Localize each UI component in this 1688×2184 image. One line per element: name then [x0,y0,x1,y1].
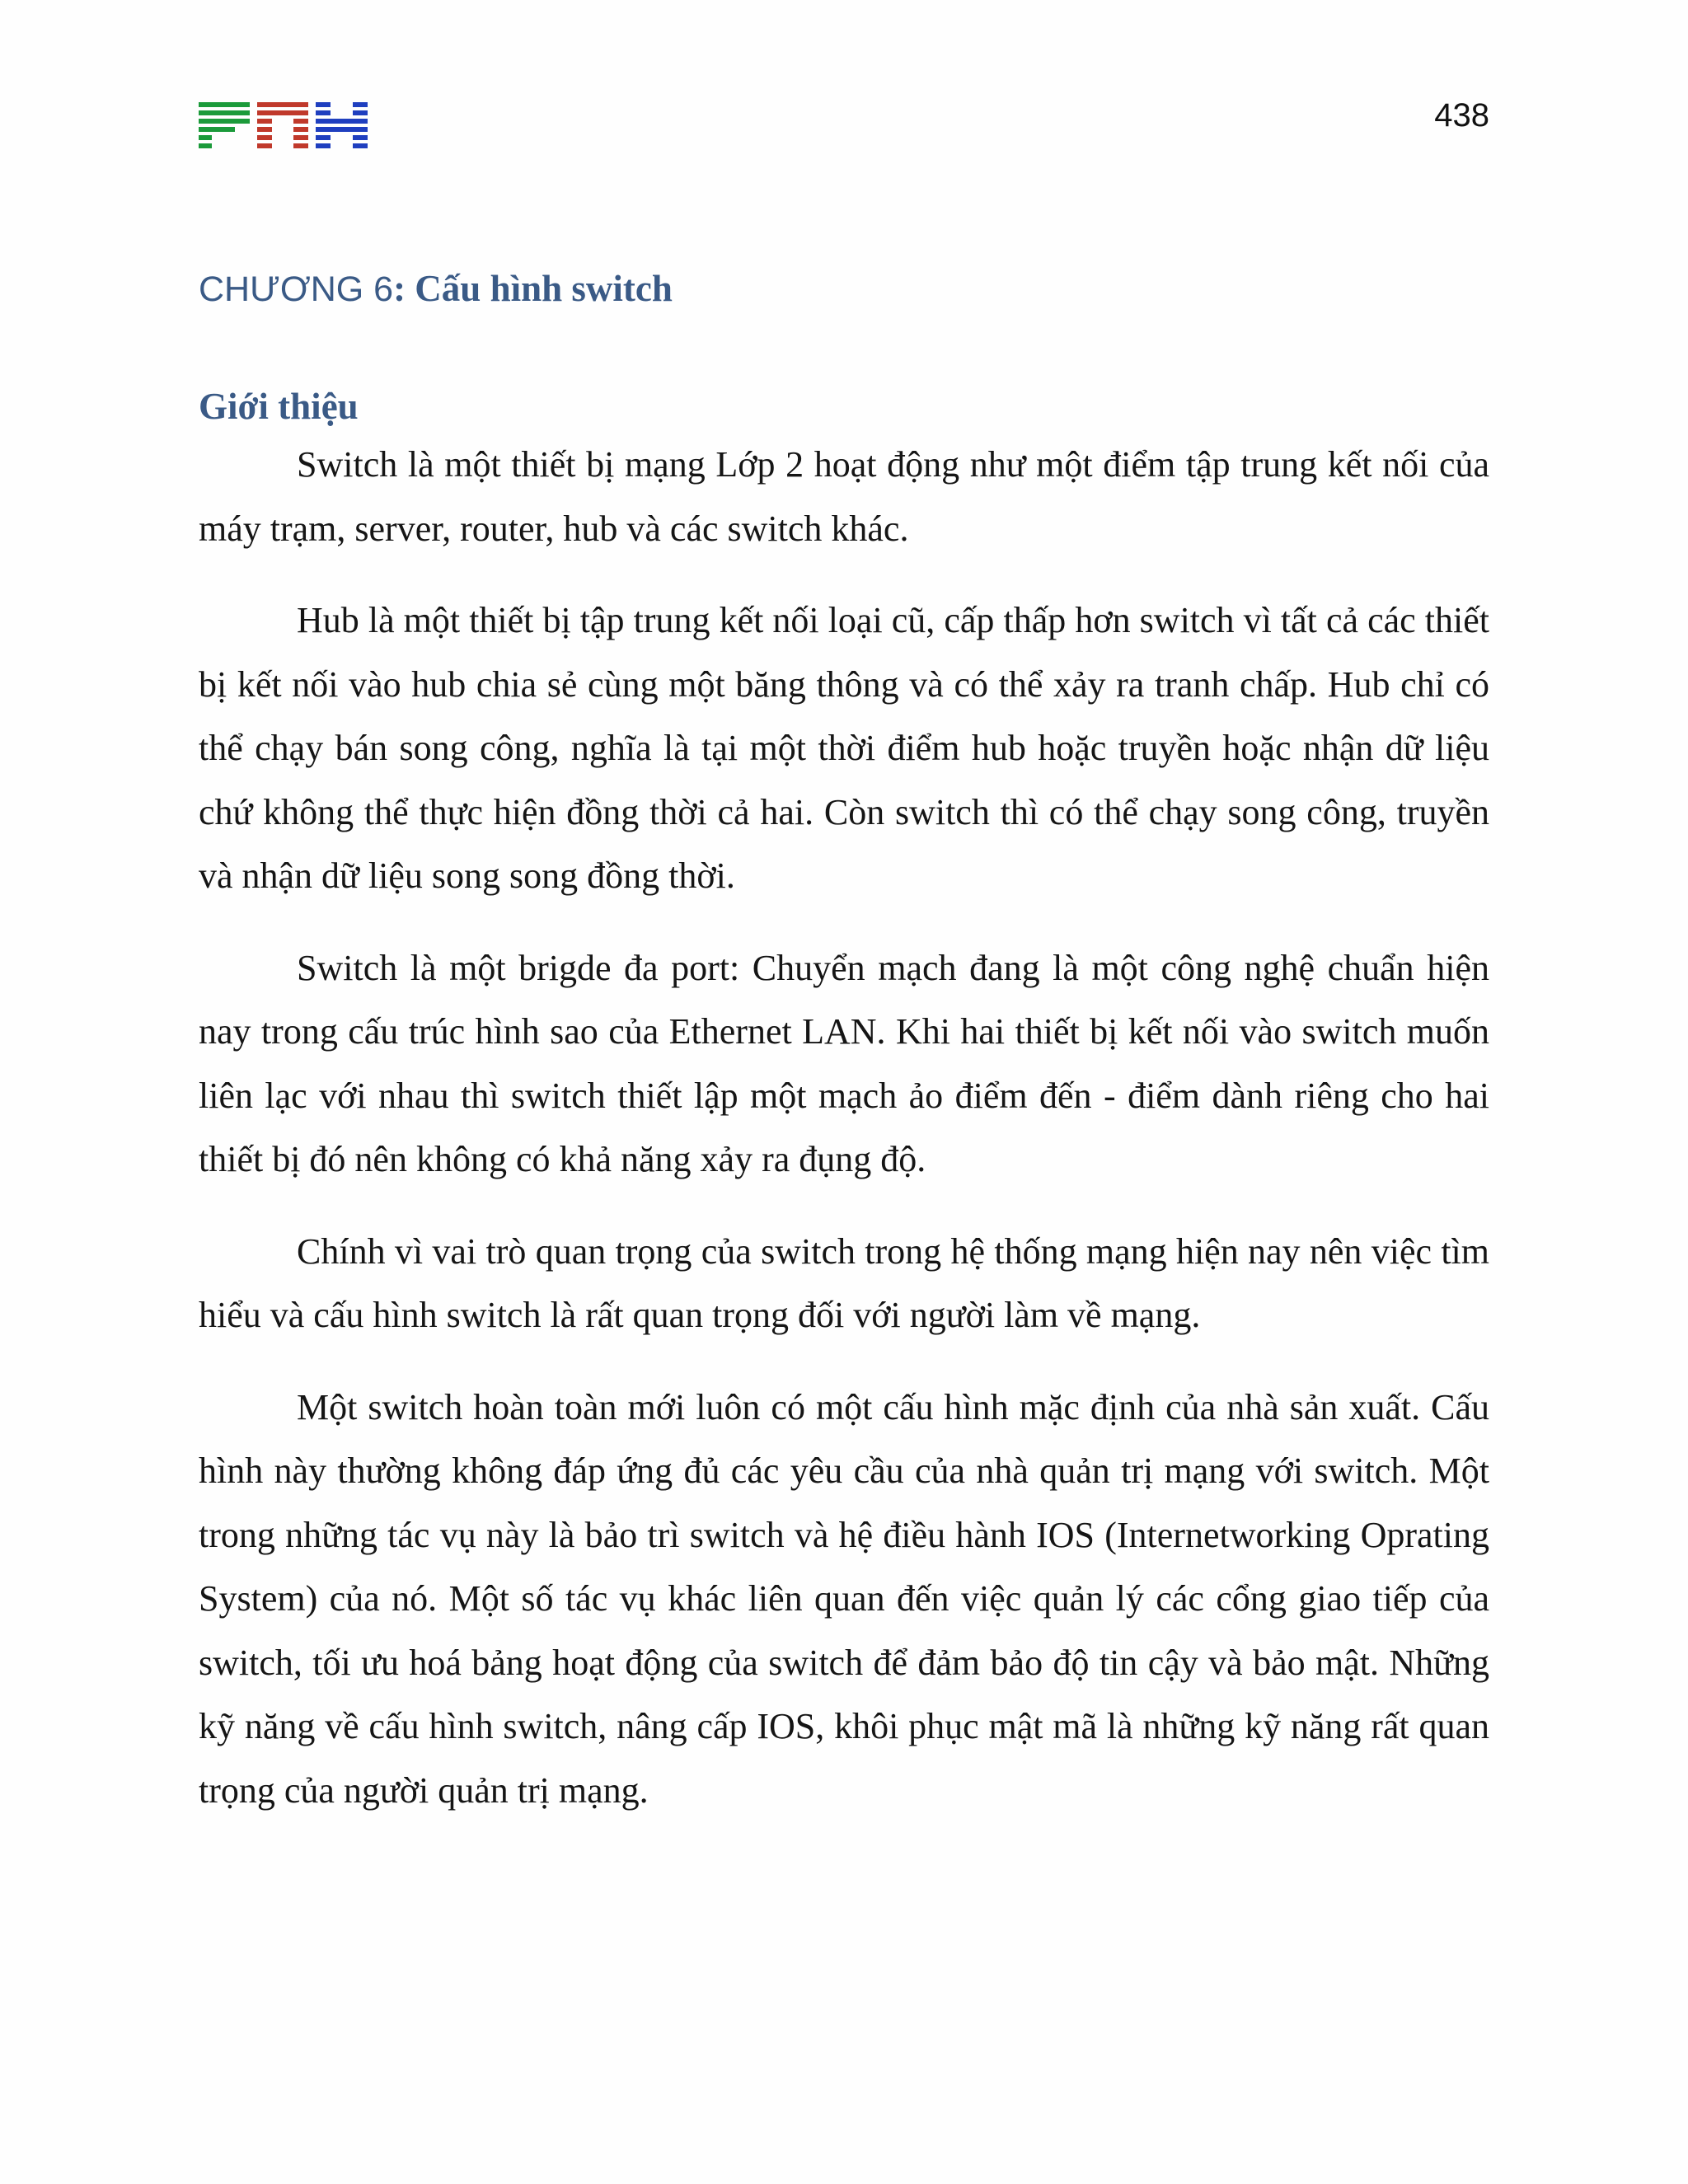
body-paragraph: Chính vì vai trò quan trọng của switch trong hệ thống mạng hiện nay nên việc tìm hiểu và cấu hình switch là rất quan trọng đối với người làm về mạng. [199,1230,1489,1335]
logo-letter-p [199,102,250,148]
page-number: 438 [1434,97,1489,134]
body-paragraph: Một switch hoàn toàn mới luôn có một cấu hình mặc định của nhà sản xuất. Cấu hình này thường không đáp ứng đủ các yêu cầu của nhà quản trị mạng với switch. Một trong những tác vụ này là bảo trì switch và hệ điều hành IOS (Internetworking Oprating System) của nó. Một số tác vụ khác liên quan đến việc quản lý các cổng giao tiếp của switch, tối ưu hoá bảng hoạt động của switch để đảm bảo độ tin cậy và bảo mật. Những kỹ năng về cấu hình switch, nâng cấp IOS, khôi phục mật mã là những kỹ năng rất quan trọng của người quản trị mạng. [199,1386,1489,1811]
body-paragraph: Hub là một thiết bị tập trung kết nối loại cũ, cấp thấp hơn switch vì tất cả các thiết bị kết nối vào hub chia sẻ cùng một băng thông và có thể xảy ra tranh chấp. Hub chỉ có thể chạy bán song công, nghĩa là tại một thời điểm hub hoặc truyền hoặc nhận dữ liệu chứ không thể thực hiện đồng thời cả hai. Còn switch thì có thể chạy song công, truyền và nhận dữ liệu song song đồng thời. [199,600,1489,896]
page-content [199,262,1489,1822]
logo-letter-n [257,102,308,148]
pnh-logo-icon [199,102,368,148]
chapter-title-text: : Cấu hình switch [393,268,673,309]
body-paragraph: Switch là một thiết bị mạng Lớp 2 hoạt động như một điểm tập trung kết nối của máy trạm, server, router, hub và các switch khác. [199,444,1489,549]
body-paragraph: Switch là một brigde đa port: Chuyển mạch đang là một công nghệ chuẩn hiện nay trong cấu trúc hình sao của Ethernet LAN. Khi hai thiết bị kết nối vào switch muốn liên lạc với nhau thì switch thiết lập một mạch ảo điểm đến - điểm dành riêng cho hai thiết bị đó nên không có khả năng xảy ra đụng độ. [199,947,1489,1179]
section-title: Giới thiệu [199,386,359,427]
chapter-prefix: CHƯƠNG 6 [199,269,394,309]
chapter-title [199,262,1489,316]
logo-letter-h [316,102,368,148]
